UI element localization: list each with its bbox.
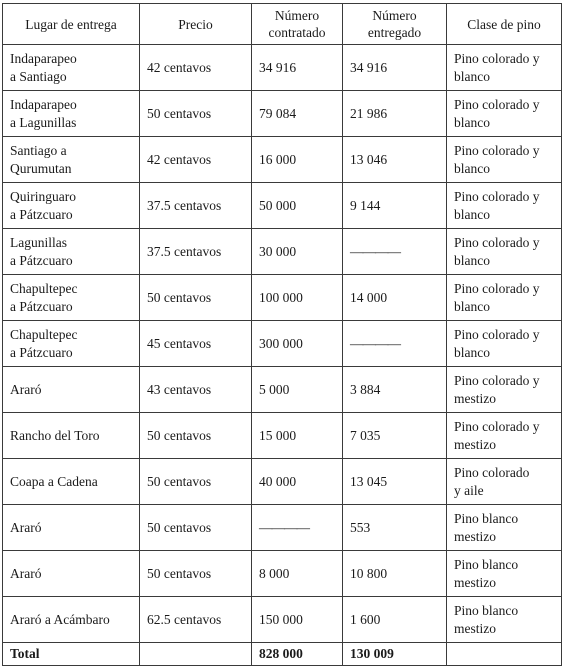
cell-lugar: Indaparapeo a Lagunillas <box>3 91 140 137</box>
cell-precio: 50 centavos <box>140 551 252 597</box>
cell-clase: Pino colorado y blanco <box>447 183 562 229</box>
cell-entregado: 9 144 <box>343 183 447 229</box>
cell-precio: 50 centavos <box>140 275 252 321</box>
cell-precio: 37.5 centavos <box>140 183 252 229</box>
cell-lugar: Rancho del Toro <box>3 413 140 459</box>
cell-contratado: 34 916 <box>252 45 343 91</box>
table-row <box>3 91 562 137</box>
table-row <box>3 275 562 321</box>
cell-lugar: Araró <box>3 367 140 413</box>
table-row <box>3 597 562 643</box>
table-row <box>3 183 562 229</box>
cell-entregado: 553 <box>343 505 447 551</box>
total-label: Total <box>3 643 140 666</box>
cell-precio: 37.5 centavos <box>140 229 252 275</box>
cell-clase: Pino colorado y blanco <box>447 45 562 91</box>
header-clase: Clase de pino <box>447 4 562 45</box>
cell-contratado: 100 000 <box>252 275 343 321</box>
table-row <box>3 137 562 183</box>
cell-contratado: 8 000 <box>252 551 343 597</box>
cell-entregado: 3 884 <box>343 367 447 413</box>
cell-precio: 50 centavos <box>140 505 252 551</box>
cell-lugar: Coapa a Cadena <box>3 459 140 505</box>
cell-entregado: ———— <box>343 321 447 367</box>
header-entregado: Número entregado <box>343 4 447 45</box>
cell-clase: Pino blanco mestizo <box>447 597 562 643</box>
cell-lugar: Araró <box>3 551 140 597</box>
header-contratado: Número contratado <box>252 4 343 45</box>
cell-contratado: 30 000 <box>252 229 343 275</box>
cell-clase: Pino colorado y mestizo <box>447 413 562 459</box>
cell-lugar: Santiago a Qurumutan <box>3 137 140 183</box>
cell-lugar: Lagunillas a Pátzcuaro <box>3 229 140 275</box>
cell-precio: 43 centavos <box>140 367 252 413</box>
cell-contratado: 79 084 <box>252 91 343 137</box>
header-lugar: Lugar de entrega <box>3 4 140 45</box>
cell-precio: 50 centavos <box>140 459 252 505</box>
cell-lugar: Indaparapeo a Santiago <box>3 45 140 91</box>
table-row <box>3 45 562 91</box>
total-row <box>3 643 562 666</box>
cell-entregado: 13 046 <box>343 137 447 183</box>
cell-contratado: 16 000 <box>252 137 343 183</box>
cell-entregado: ———— <box>343 229 447 275</box>
cell-contratado: 40 000 <box>252 459 343 505</box>
cell-contratado: 50 000 <box>252 183 343 229</box>
cell-contratado: ———— <box>252 505 343 551</box>
table-row <box>3 367 562 413</box>
cell-lugar: Araró a Acámbaro <box>3 597 140 643</box>
cell-precio: 45 centavos <box>140 321 252 367</box>
cell-lugar: Chapultepec a Pátzcuaro <box>3 321 140 367</box>
cell-clase: Pino colorado y blanco <box>447 137 562 183</box>
cell-entregado: 1 600 <box>343 597 447 643</box>
cell-contratado: 150 000 <box>252 597 343 643</box>
cell-contratado: 300 000 <box>252 321 343 367</box>
total-precio-empty <box>140 643 252 666</box>
table-row <box>3 459 562 505</box>
cell-clase: Pino colorado y mestizo <box>447 367 562 413</box>
cell-precio: 42 centavos <box>140 137 252 183</box>
cell-entregado: 13 045 <box>343 459 447 505</box>
cell-clase: Pino colorado y blanco <box>447 275 562 321</box>
cell-precio: 50 centavos <box>140 413 252 459</box>
cell-clase: Pino blanco mestizo <box>447 551 562 597</box>
total-entregado: 130 009 <box>343 643 447 666</box>
cell-lugar: Quiringuaro a Pátzcuaro <box>3 183 140 229</box>
cell-entregado: 14 000 <box>343 275 447 321</box>
table-row <box>3 321 562 367</box>
cell-entregado: 21 986 <box>343 91 447 137</box>
table-row <box>3 229 562 275</box>
cell-precio: 50 centavos <box>140 91 252 137</box>
cell-lugar: Araró <box>3 505 140 551</box>
cell-clase: Pino colorado y aile <box>447 459 562 505</box>
cell-clase: Pino colorado y blanco <box>447 91 562 137</box>
total-contratado: 828 000 <box>252 643 343 666</box>
table-row <box>3 413 562 459</box>
header-row <box>3 4 562 45</box>
total-clase-empty <box>447 643 562 666</box>
cell-precio: 62.5 centavos <box>140 597 252 643</box>
cell-clase: Pino colorado y blanco <box>447 229 562 275</box>
cell-entregado: 7 035 <box>343 413 447 459</box>
cell-contratado: 15 000 <box>252 413 343 459</box>
cell-clase: Pino colorado y blanco <box>447 321 562 367</box>
delivery-table <box>2 3 562 666</box>
cell-entregado: 34 916 <box>343 45 447 91</box>
cell-clase: Pino blanco mestizo <box>447 505 562 551</box>
header-precio: Precio <box>140 4 252 45</box>
table-row <box>3 551 562 597</box>
cell-precio: 42 centavos <box>140 45 252 91</box>
cell-entregado: 10 800 <box>343 551 447 597</box>
cell-contratado: 5 000 <box>252 367 343 413</box>
cell-lugar: Chapultepec a Pátzcuaro <box>3 275 140 321</box>
table-row <box>3 505 562 551</box>
